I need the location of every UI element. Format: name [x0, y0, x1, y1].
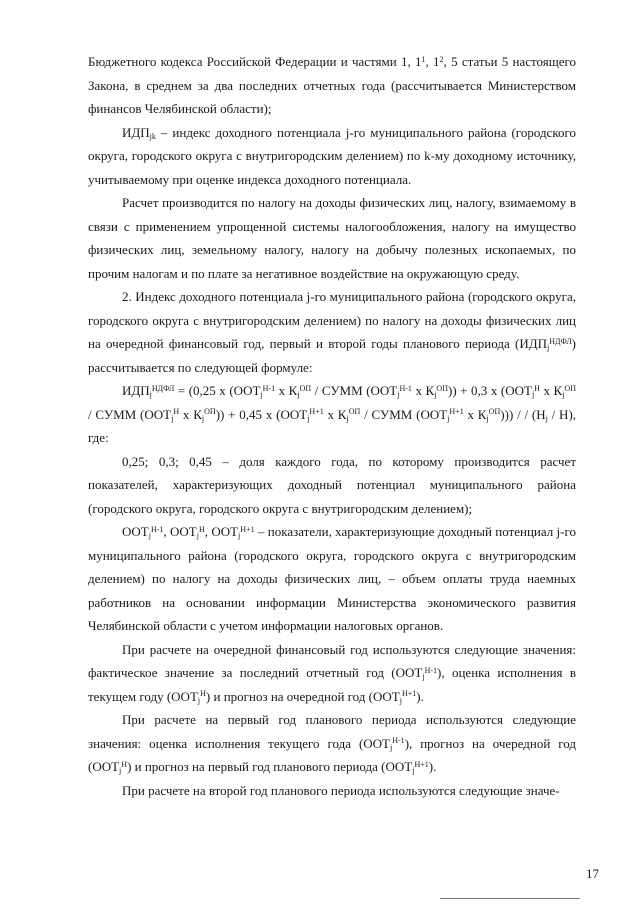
- paragraph-year-shares: 0,25; 0,3; 0,45 – доля каждого года, по которому производится расчет показателей, характеризующих доходный потенциал муниципального района (городского округа, городского округа с внутригородским делением);: [88, 453, 576, 516]
- paragraph-section-2: 2. Индекс доходного потенциала j-го муниципального района (городского округа, городского округа с внутригородским делением) по налогу на доходы физических лиц на очередной финансовый год, первый и второй годы планового периода $(ИДП_j^{НДФЛ})$ рассчитывается по следующей формуле:: [88, 289, 576, 375]
- paragraph-idp-definition: $ИДП_{jk}$ – индекс доходного потенциала j-го муниципального района (городского округа, городского округа с внутригородским делением) по k-му доходному источнику, учитываемому при оценке индекса доходного потенциала.: [88, 124, 576, 187]
- page-content: [88, 50, 576, 802]
- formula-idp-ndfl: $ИДП_j^{НДФЛ} = (0,25$ x ($ООТ_j^{Н-1}$ x $К_j^{ОП}$ / СУММ ($ООТ_j^{Н-1}$ x $К_j^{ОП})) + 0,3$ x ($ООТ_j^Н$ x $К_j^{ОП}$ / СУММ ($ООТ_j^Н$ x $К_j^{ОП})) + 0,45$ x ($ООТ_j^{Н+1}$ x $К_j^{ОП}$ / СУММ ($ООТ_j^{Н+1}$ x $К_j^{ОП}$))) / / $(Н_j / Н)$, где:: [88, 383, 577, 445]
- paragraph-budget-code: Бюджетного кодекса Российской Федерации и частями 1, $1^1$, $1^2$, 5 статьи 5 настоящего Закона, в среднем за два последних отчетных года (рассчитывается Министерством финансов Челябинской области);: [88, 54, 577, 116]
- paragraph-second-plan-year: При расчете на второй год планового периода используются следующие значе-: [122, 782, 560, 798]
- page-number: 17: [586, 866, 599, 881]
- paragraph-first-plan-year: При расчете на первый год планового периода используются следующие значения: оценка исполнения текущего года $(ООТ_j^{Н-1})$, прогноз на очередной год $(ООТ_j^Н)$ и прогноз на первый год планового периода $(ООТ_j^{Н+1})$.: [88, 712, 576, 775]
- paragraph-next-year: При расчете на очередной финансовый год используются следующие значения: фактическое значение за последний отчетный год $(ООТ_j^{Н-1})$, оценка исполнения в текущем году $(ООТ_j^Н)$ и прогноз на очередной год $(ООТ_j^{Н+1})$.: [88, 641, 576, 705]
- paragraph-oot-definition: $ООТ_j^{Н-1}$, $ООТ_j^Н$, $ООТ_j^{Н+1}$ – показатели, характеризующие доходный потенциал j-го муниципального района (городского округа, городского округа с внутригородским делением) по налогу на доходы физических лиц, – объем оплаты труда наемных работников на основании информации Министерства экономического развития Челябинской области с учетом информации налоговых органов.: [88, 524, 577, 633]
- paragraph-tax-list: Расчет производится по налогу на доходы физических лиц, налогу, взимаемому в связи с применением упрощенной системы налогообложения, налогу на имущество физических лиц, земельному налогу, налогу на добычу полезных ископаемых, по прочим налогам и по плате за негативное воздействие на окружающую среду.: [88, 195, 576, 281]
- footer-divider: [440, 898, 580, 899]
